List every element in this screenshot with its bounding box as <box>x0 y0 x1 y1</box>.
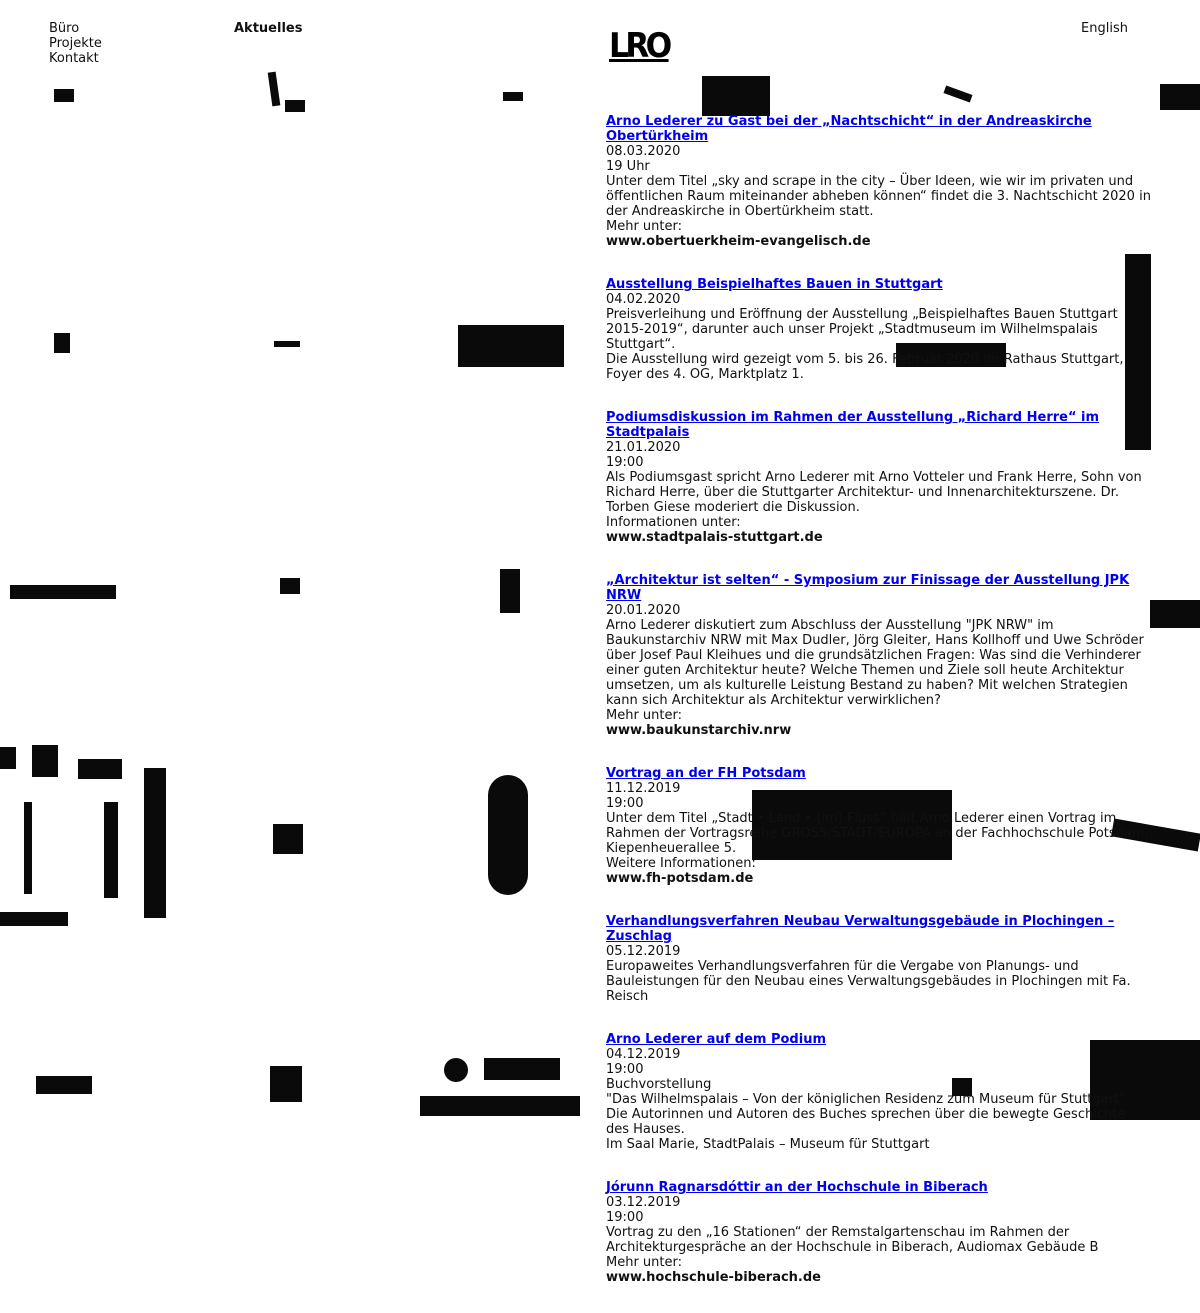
news-feed <box>606 114 1152 1313</box>
nav-link-buero[interactable]: Büro <box>49 21 80 36</box>
news-text: "Das Wilhelmspalais – Von der königlichen Residenz zum Museum für Stuttgart" <box>606 1092 1126 1107</box>
news-date: 11.12.2019 <box>606 781 681 796</box>
news-text: Als Podiumsgast spricht Arno Lederer mit Arno Votteler und Frank Herre, Sohn von Richard Herre, über die Stuttgarter Architektur- und Innenarchitekturszene. Dr. Torben Giese moderiert die Diskussion. <box>606 470 1142 515</box>
news-date: 05.12.2019 <box>606 944 681 959</box>
floorplan-shape <box>24 802 32 894</box>
news-text: Unter dem Titel „sky and scrape in the city – Über Ideen, wie wir im privaten und öffentlichen Raum miteinander abheben können“ findet die 3. Nachtschicht 2020 in der Andreaskirche in Obertürkheim statt. <box>606 174 1151 219</box>
floorplan-shape <box>500 569 520 613</box>
floorplan-shape <box>1150 600 1200 628</box>
news-date: 04.12.2019 <box>606 1047 681 1062</box>
news-item <box>606 277 1152 382</box>
floorplan-shape <box>32 745 58 777</box>
news-text: Mehr unter: <box>606 1255 683 1270</box>
news-date: 04.02.2020 <box>606 292 681 307</box>
news-item <box>606 573 1152 738</box>
floorplan-shape <box>54 89 74 102</box>
floorplan-shape <box>268 72 281 107</box>
floorplan-shape <box>943 85 972 102</box>
floorplan-shape <box>444 1058 468 1082</box>
news-text: 19:00 <box>606 455 644 470</box>
language-switch[interactable]: English <box>1081 21 1128 36</box>
floorplan-shape <box>274 341 300 347</box>
news-text: Buchvorstellung <box>606 1077 712 1092</box>
news-title[interactable]: „Architektur ist selten“ - Symposium zur Finissage der Ausstellung JPK NRW <box>606 573 1130 603</box>
news-title[interactable]: Verhandlungsverfahren Neubau Verwaltungsgebäude in Plochingen – Zuschlag <box>606 914 1115 944</box>
floorplan-shape <box>702 76 770 116</box>
news-text: Im Saal Marie, StadtPalais – Museum für Stuttgart <box>606 1137 930 1152</box>
floorplan-shape <box>484 1058 560 1080</box>
news-link[interactable]: www.hochschule-biberach.de <box>606 1270 821 1285</box>
nav-link-kontakt[interactable]: Kontakt <box>49 51 99 66</box>
news-item <box>606 914 1152 1004</box>
news-text: Vortrag zu den „16 Stationen“ der Remstalgartenschau im Rahmen der Architekturgespräche an der Hochschule in Biberach, Audiomax Gebäude B <box>606 1225 1099 1255</box>
news-text: Die Autorinnen und Autoren des Buches sprechen über die bewegte Geschichte des Hauses. <box>606 1107 1126 1137</box>
logo[interactable]: LRO <box>609 26 669 66</box>
nav-link-aktuelles[interactable]: Aktuelles <box>234 21 303 36</box>
floorplan-shape <box>104 802 118 898</box>
floorplan-shape <box>488 775 528 895</box>
news-text: 19:00 <box>606 796 644 811</box>
news-title[interactable]: Ausstellung Beispielhaftes Bauen in Stuttgart <box>606 277 943 292</box>
news-link[interactable]: www.fh-potsdam.de <box>606 871 754 886</box>
floorplan-shape <box>0 747 16 769</box>
news-link[interactable]: www.obertuerkheim-evangelisch.de <box>606 234 871 249</box>
news-text: Weitere Informationen: <box>606 856 756 871</box>
news-date: 21.01.2020 <box>606 440 681 455</box>
news-text: Informationen unter: <box>606 515 741 530</box>
news-title[interactable]: Jórunn Ragnarsdóttir an der Hochschule in Biberach <box>606 1180 988 1195</box>
floorplan-shape <box>1160 84 1200 110</box>
floorplan-shape <box>503 92 523 101</box>
news-text: Mehr unter: <box>606 708 683 723</box>
floorplan-shape <box>270 1066 302 1102</box>
floorplan-shape <box>10 585 116 599</box>
news-item <box>606 766 1152 886</box>
news-item <box>606 410 1152 545</box>
news-item <box>606 1180 1152 1285</box>
floorplan-shape <box>280 578 300 594</box>
news-text: 19:00 <box>606 1062 644 1077</box>
floorplan-shape <box>0 912 68 926</box>
news-date: 08.03.2020 <box>606 144 681 159</box>
news-item <box>606 114 1152 249</box>
news-item <box>606 1032 1152 1152</box>
news-title[interactable]: Arno Lederer auf dem Podium <box>606 1032 826 1047</box>
news-text: Unter dem Titel „Stadt • Land • (im) Fluss“ hält Arno Lederer einen Vortrag im Rahmen der Vortragsreihe GROSS/STADT/EUROPA an der Fachhochschule Potsdam, Kiepenheuerallee 5. <box>606 811 1149 856</box>
floorplan-shape <box>78 759 122 779</box>
floorplan-shape <box>458 325 564 367</box>
floorplan-shape <box>54 333 70 353</box>
floorplan-shape <box>420 1096 580 1116</box>
floorplan-shape <box>144 768 166 918</box>
floorplan-shape <box>285 100 305 112</box>
news-text: Europaweites Verhandlungsverfahren für die Vergabe von Planungs- und Bauleistungen für den Neubau eines Verwaltungsgebäudes in Plochingen mit Fa. Reisch <box>606 959 1131 1004</box>
news-text: 19:00 <box>606 1210 644 1225</box>
floorplan-shape <box>273 824 303 854</box>
news-date: 20.01.2020 <box>606 603 681 618</box>
news-text: Mehr unter: <box>606 219 683 234</box>
floorplan-shape <box>36 1076 92 1094</box>
news-link[interactable]: www.baukunstarchiv.nrw <box>606 723 792 738</box>
news-text: Die Ausstellung wird gezeigt vom 5. bis 26. Februar 2020 im Rathaus Stuttgart, Foyer des 4. OG, Marktplatz 1. <box>606 352 1124 382</box>
news-link[interactable]: www.stadtpalais-stuttgart.de <box>606 530 823 545</box>
news-text: 19 Uhr <box>606 159 650 174</box>
news-text: Preisverleihung und Eröffnung der Ausstellung „Beispielhaftes Bauen Stuttgart 2015-2019“, darunter auch unser Projekt „Stadtmuseum im Wilhelmspalais Stuttgart“. <box>606 307 1118 352</box>
news-title[interactable]: Arno Lederer zu Gast bei der „Nachtschicht“ in der Andreaskirche Obertürkheim <box>606 114 1092 144</box>
news-date: 03.12.2019 <box>606 1195 681 1210</box>
news-title[interactable]: Vortrag an der FH Potsdam <box>606 766 806 781</box>
news-title[interactable]: Podiumsdiskussion im Rahmen der Ausstellung „Richard Herre“ im Stadtpalais <box>606 410 1100 440</box>
nav-link-projekte[interactable]: Projekte <box>49 36 102 51</box>
news-text: Arno Lederer diskutiert zum Abschluss der Ausstellung "JPK NRW" im Baukunstarchiv NRW mit Max Dudler, Jörg Gleiter, Hans Kollhoff und Uwe Schröder über Josef Paul Kleihues und die grundsätzlichen Fragen: Was sind die Verhinderer einer guten Architektur heute? Welche Themen und Ziele soll heute Architektur umsetzen, um als kulturelle Leistung Bestand zu haben? Mit welchen Strategien kann sich Architektur als Architektur verwirklichen? <box>606 618 1144 708</box>
